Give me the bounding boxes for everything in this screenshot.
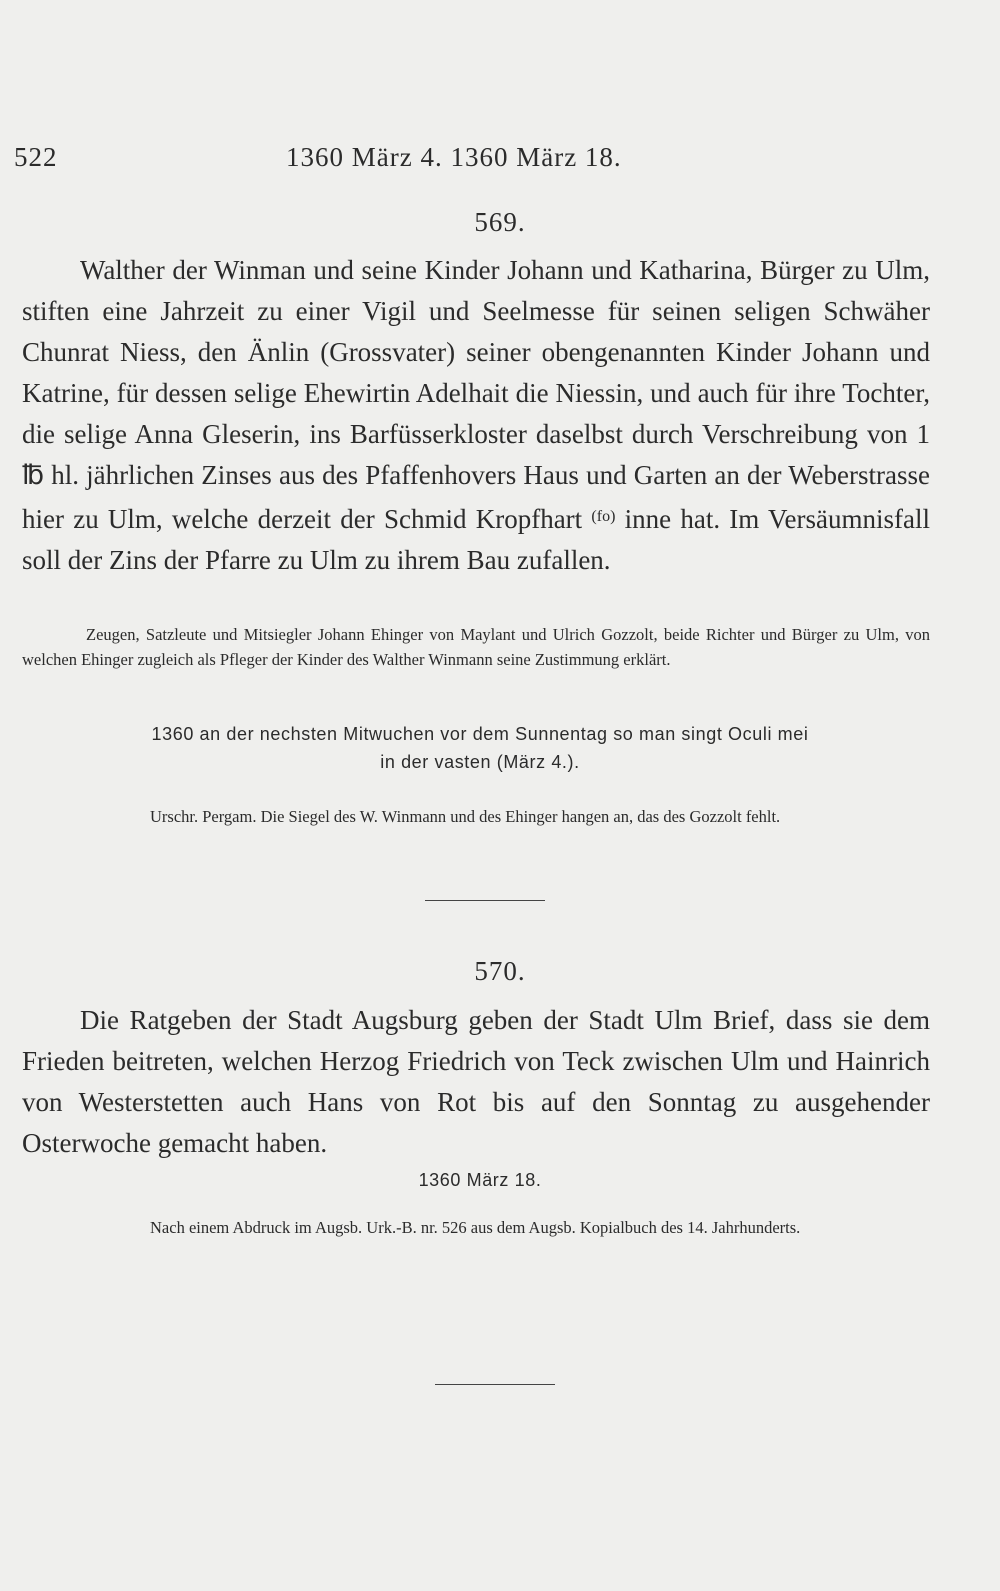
document-569-dating-line-1: 1360 an der nechsten Mitwuchen vor dem Sunnentag so man singt Oculi mei xyxy=(151,724,809,744)
page-number: 522 xyxy=(14,142,58,172)
document-569-regest xyxy=(22,250,930,581)
document-570-regest: Die Ratgeben der Stadt Augsburg geben der Stadt Ulm Brief, dass sie dem Frieden beitreten, welchen Herzog Friedrich von Teck zwischen Ulm und Hainrich von Westerstetten auch Hans von Rot bis auf den Sonntag zu ausgehender Osterwoche gemacht haben. xyxy=(22,1005,930,1158)
document-569-witnesses: Zeugen, Satzleute und Mitsiegler Johann Ehinger von Maylant und Ulrich Gozzolt, beide Richter und Bürger zu Ulm, von welchen Ehinger zugleich als Pfleger der Kinder des Walther Winmann seine Zustimmung erklärt. xyxy=(22,625,930,669)
document-569-source xyxy=(150,804,930,829)
footnote-marker: (fo) xyxy=(591,508,616,525)
separator-rule-1 xyxy=(425,900,545,901)
document-569-source-text: Urschr. Pergam. Die Siegel des W. Winmann und des Ehinger hangen an, das des Gozzolt fehlt. xyxy=(150,807,781,826)
document-570-dating: 1360 März 18. xyxy=(418,1170,542,1190)
document-569-dating-line-2: in der vasten (März 4.). xyxy=(380,752,580,772)
page-header xyxy=(14,142,940,182)
document-569-regest-text: Walther der Winman und seine Kinder Johann und Katharina, Bürger zu Ulm, stiften eine Jahrzeit zu einer Vigil und Seelmesse für seinen seligen Schwäher Chunrat Niess, den Änlin (Grossvater) seiner obengenannten Kinder Johann und Katrine, für dessen selige Ehewirtin Adelhait die Niessin, und auch für ihre Tochter, die selige Anna Gleserin, ins Barfüsserkloster daselbst durch Verschreibung von 1 ℔ hl. jährlichen Zinses aus des Pfaffenhovers Haus und Garten an der Weberstrasse hier zu Ulm, welche derzeit der Schmid Kropfhart xyxy=(22,255,930,534)
document-569-number: 569. xyxy=(474,207,526,237)
document-570-number: 570. xyxy=(474,956,526,986)
document-569-regest-text-end: inne hat. Im Versäumnisfall soll der Zins der Pfarre zu Ulm zu ihrem Bau zufallen. xyxy=(22,504,931,575)
separator-rule-2 xyxy=(435,1384,555,1385)
document-570-source: Nach einem Abdruck im Augsb. Urk.-B. nr. 526 aus dem Augsb. Kopialbuch des 14. Jahrhunderts. xyxy=(150,1218,801,1237)
running-head: 1360 März 4. 1360 März 18. xyxy=(286,142,622,172)
